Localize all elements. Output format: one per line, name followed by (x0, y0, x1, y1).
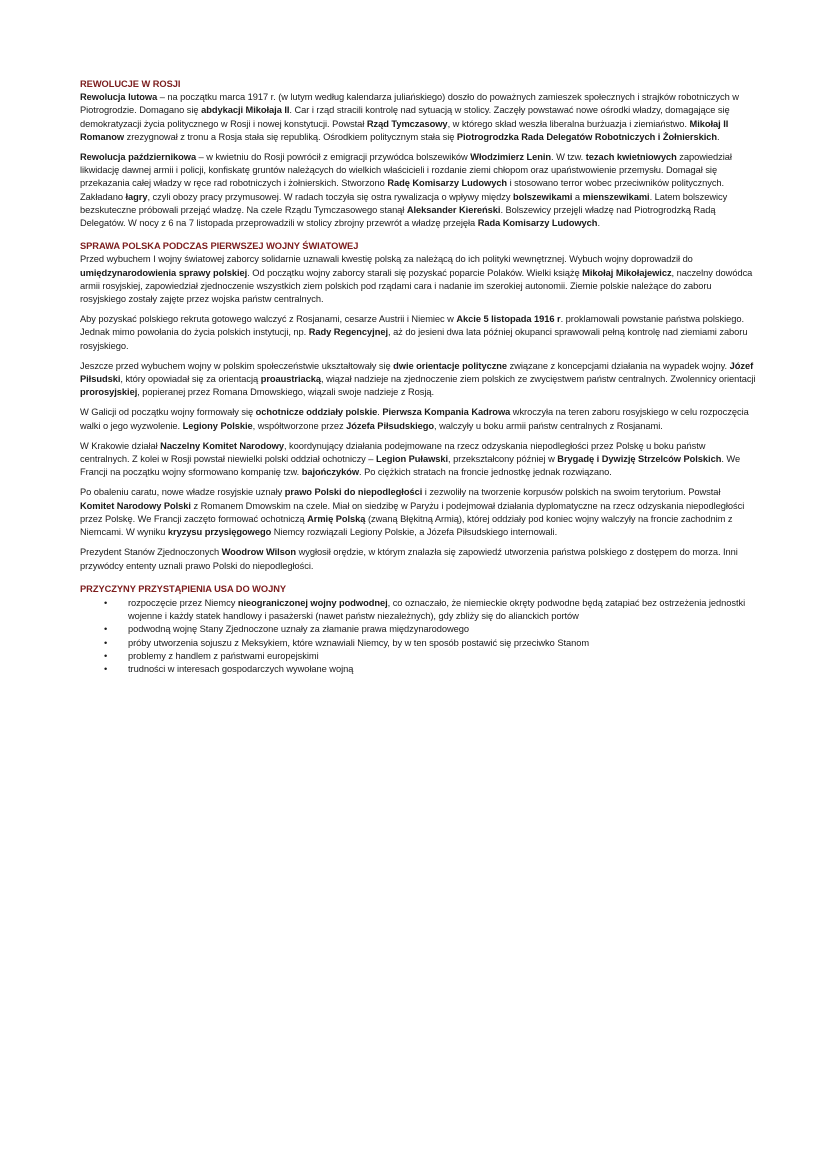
text-run: . Car i rząd stracili kontrolę nad sytuacją w stolicy. Zaczęły powstawać nowe ośrodki władzy, domagające się demokratyzacji życia politycznego w Rosji i nowej konstytucji. Powstał (80, 105, 730, 129)
bold-term: Naczelny Komitet Narodowy (160, 440, 284, 451)
bold-term: Woodrow Wilson (221, 547, 297, 558)
text-run: Prezydent Stanów Zjednoczonych (80, 547, 222, 558)
list-item (80, 597, 756, 623)
paragraph (80, 546, 756, 572)
bold-term: łagry (125, 191, 148, 202)
bold-term: Mikołaj II Romanow (80, 118, 729, 142)
text-run: , czyli obozy pracy przymusowej. W radach toczyła się ostra rywalizacja o wpływy między (147, 191, 514, 202)
text-run: (zwaną Błękitną Armią), której oddziały pod koniec wojny walczyły na froncie zachodnim z Niemcami. W wyniku (80, 513, 733, 538)
section-polish-question (80, 240, 756, 572)
text-run: . We Francji na początku wojny sformowano kompanię tzw. (80, 454, 741, 478)
bold-term: mienszewikami (582, 191, 650, 202)
text-run: , koordynujący działania podejmowane na rzecz odzyskania niepodległości przez Polskę u boku państw centralnych. Z kolei w Rosji powstał niewielki polski oddział ochotniczy – (80, 440, 706, 465)
bold-term: ochotnicze oddziały polskie (255, 407, 378, 418)
list-item (80, 637, 756, 650)
text-run: , w którego skład weszła liberalna burżuazja i ziemiaństwo. (447, 118, 690, 129)
text-run: , wiązał nadzieje na zjednoczenie ziem polskich ze zwycięstwem państw centralnych. Zwolennicy orientacji (321, 374, 756, 385)
bold-term: bajończyków (301, 467, 360, 478)
paragraph (80, 406, 756, 432)
text-run: . (717, 131, 720, 142)
text-run: Niemcy rozwiązali Legiony Polskie, a Józefa Piłsudskiego internowali. (271, 527, 558, 538)
list-item-text (128, 624, 469, 634)
text-run: . proklamowali powstanie państwa polskiego. Jednak mimo powołania do życia polskich instytucji, np. (80, 314, 744, 338)
text-run: W Galicji od początku wojny formowały się (80, 407, 256, 418)
bold-term: dwie orientacje polityczne (393, 360, 508, 371)
bold-term: Legion Puławski (375, 454, 449, 465)
bold-term: Rewolucja lutowa (80, 92, 158, 103)
paragraph (80, 440, 756, 480)
text-run: . (377, 407, 383, 418)
bold-term: Rewolucja październikowa (80, 152, 197, 163)
list-item-text (128, 598, 745, 621)
text-run: – w kwietniu do Rosji powrócił z emigracji przywódca bolszewików (196, 152, 471, 163)
section-usa-entry (80, 583, 756, 676)
bold-term: bolszewikami (513, 191, 573, 202)
bold-term: Legiony Polskie (182, 420, 253, 431)
text-run: W Krakowie działał (80, 440, 161, 451)
bullet-marker: • (104, 637, 108, 648)
bold-term: Mikołaj Mikołajewicz (582, 267, 672, 278)
paragraph (80, 91, 756, 144)
bold-term: Aleksander Kiereński (406, 204, 501, 215)
list-item (80, 623, 756, 636)
paragraph (80, 360, 756, 400)
text-run: związane z koncepcjami działania na wypadek wojny. (507, 360, 730, 371)
paragraph (80, 253, 756, 306)
text-run: , walczyły u boku armii państw centralnych z Rosjanami. (434, 420, 663, 431)
bold-term: Komitet Narodowy Polski (80, 500, 191, 511)
bold-term: umiędzynarodowienia sprawy polskiej (80, 267, 248, 278)
text-run: . Bolszewicy przejęli władzę nad Piotrogrodzką Radą Delegatów. W nocy z 6 na 7 listopada przeprowadzili w stolicy zbrojny przewrót a władzę przejęła (80, 204, 716, 229)
section-heading-polish-question: SPRAWA POLSKA PODCZAS PIERWSZEJ WOJNY ŚWIATOWEJ (80, 241, 359, 252)
text-run: i stosowano terror wobec przeciwników politycznych. Zakładano (80, 178, 725, 202)
text-run: Przed wybuchem I wojny światowej zaborcy solidarnie uznawali kwestię polską za należącą do ich polityki wewnętrznej. Wybuch wojny doprowadził do (80, 254, 693, 265)
paragraph (80, 151, 756, 230)
bold-term: proaustriacką (260, 374, 322, 385)
bullet-marker: • (104, 663, 108, 674)
text-run: , aż do jesieni dwa lata później okupanci sprawowali pełną kontrolę nad ziemiami zaboru rosyjskiego. (80, 327, 748, 351)
bold-term: Rada Komisarzy Ludowych (477, 218, 598, 229)
bold-term: Rady Regencyjnej (308, 327, 388, 338)
text-run: . Po ciężkich stratach na froncie jednostkę jednak rozwiązano. (359, 467, 612, 478)
list-item (80, 650, 756, 663)
text-run: a (572, 191, 583, 202)
section-heading-usa-entry: PRZYCZYNY PRZYSTĄPIENIA USA DO WOJNY (80, 583, 287, 594)
text-run: , co oznaczało, że niemieckie okręty podwodne będą zatapiać bez ostrzeżenia jednostki wojenne i każdy statek handlowy i pasażerski (nawet państw niezależnych), gdy zbliży się do alianckich portów (128, 597, 746, 622)
text-run: trudności w interesach gospodarczych wywołane wojną (128, 663, 354, 674)
bold-term: tezach kwietniowych (585, 152, 677, 163)
text-run: próby utworzenia sojuszu z Meksykiem, które wznawiali Niemcy, by w ten sposób postawić się przeciwko Stanom (128, 637, 590, 648)
paragraph (80, 486, 756, 539)
list-item-text (128, 651, 319, 661)
bold-term: Piotrogrodzka Rada Delegatów Robotniczych i Żołnierskich (456, 131, 718, 142)
causes-list (80, 597, 756, 676)
text-run: Aby pozyskać polskiego rekruta gotowego walczyć z Rosjanami, cesarze Austrii i Niemiec w (80, 314, 457, 325)
text-run: . W tzw. (551, 152, 586, 163)
text-run: Po obaleniu caratu, nowe władze rosyjskie uznały (80, 487, 285, 498)
text-run: z Romanem Dmowskim na czele. Miał on siedzibę w Paryżu i podejmował działania dyplomatyczne na rzecz odzyskania niepodległości przez Polskę. We Francji zaczęto formować ochotniczą (80, 500, 745, 524)
bold-term: Rząd Tymczasowy (366, 118, 448, 129)
bold-term: kryzysu przysięgowego (167, 527, 272, 538)
bold-term: Józefa Piłsudskiego (346, 420, 435, 431)
text-run: i zezwoliły na tworzenie korpusów polskich na swoim terytorium. Powstał (422, 487, 721, 498)
bullet-marker: • (104, 597, 108, 608)
text-run: , współtworzone przez (252, 420, 347, 431)
text-run: wkroczyła na teren zaboru rosyjskiego w celu rozpoczęcia walki o jego wyzwolenie. (80, 407, 749, 431)
section-heading-revolutions: REWOLUCJE W ROSJI (80, 79, 181, 89)
text-run: podwodną wojnę Stany Zjednoczone uznały za złamanie prawa międzynarodowego (128, 624, 470, 635)
text-run: . (597, 218, 600, 229)
bold-term: Józef Piłsudski (80, 360, 754, 385)
bold-term: Włodzimierz Lenin (470, 152, 552, 163)
text-run: , przekształcony później w (448, 454, 558, 465)
bold-term: prawo Polski do niepodległości (284, 487, 423, 498)
text-run: wygłosił orędzie, w którym znalazła się zapowiedź utworzenia państwa polskiego z dostępem do morza. Inni przywódcy ententy uznali prawo Polski do niepodległości. (80, 547, 738, 571)
text-run: zrezygnował z tronu a Rosja stała się republiką. Ośrodkiem politycznym stała się (124, 131, 457, 142)
text-run: . Latem bolszewicy bezskuteczne próbowali przejąć władzę. Na czele Rządu Tymczasowego stanął (80, 191, 728, 215)
bullet-marker: • (104, 650, 108, 661)
text-run: problemy z handlem z państwami europejskimi (128, 650, 319, 661)
document-content (80, 78, 756, 676)
bold-term: Brygadę i Dywizję Strzelców Polskich (557, 454, 722, 465)
bold-term: prorosyjskiej (80, 387, 138, 398)
bold-term: Akcie 5 listopada 1916 r (456, 314, 561, 325)
bold-term: Radę Komisarzy Ludowych (387, 178, 508, 189)
text-run: zapowiedział likwidację dawnej armii i policji, konfiskatę gruntów należących do wielkich właścicieli i rozdanie ziemi chłopom oraz upaństwowienie przemysłu. Domagał się przekazania całej władzy w ręce rad robotniczych i żołnierskich. Stworzono (80, 152, 732, 189)
bold-term: abdykacji Mikołaja II (201, 105, 290, 116)
bold-term: Pierwsza Kompania Kadrowa (382, 407, 511, 418)
list-item (80, 663, 756, 676)
text-run: Jeszcze przed wybuchem wojny w polskim społeczeństwie ukształtowały się (80, 360, 394, 371)
text-run: . Od początku wojny zaborcy starali się pozyskać poparcie Polaków. Wielki książę (247, 267, 583, 278)
bullet-marker: • (104, 624, 108, 635)
text-run: , naczelny dowódca armii rosyjskiej, zapowiedział zjednoczenie wszystkich ziem polskich pod rządami cara i nadanie im szerokiej autonomii. Ziemie polskie należące do zaboru rosyjskiego zostały zajęte przez wojska państw centralnych. (80, 267, 753, 305)
text-run: , który opowiadał się za orientacją (120, 374, 261, 385)
list-item-text (128, 664, 353, 674)
bold-term: nieograniczonej wojny podwodnej (237, 597, 388, 608)
text-run: rozpoczęcie przez Niemcy (128, 597, 238, 608)
paragraph (80, 313, 756, 353)
text-run: , popieranej przez Romana Dmowskiego, wiązali swoje nadzieje z Rosją. (137, 387, 435, 398)
section-revolutions (80, 78, 756, 230)
list-item-text (128, 638, 589, 648)
text-run: – na początku marca 1917 r. (w lutym według kalendarza juliańskiego) doszło do poważnych zamieszek społecznych i strajków robotniczych w Piotrogrodzie. Domagano się (80, 92, 739, 116)
bold-term: Armię Polską (307, 513, 366, 524)
